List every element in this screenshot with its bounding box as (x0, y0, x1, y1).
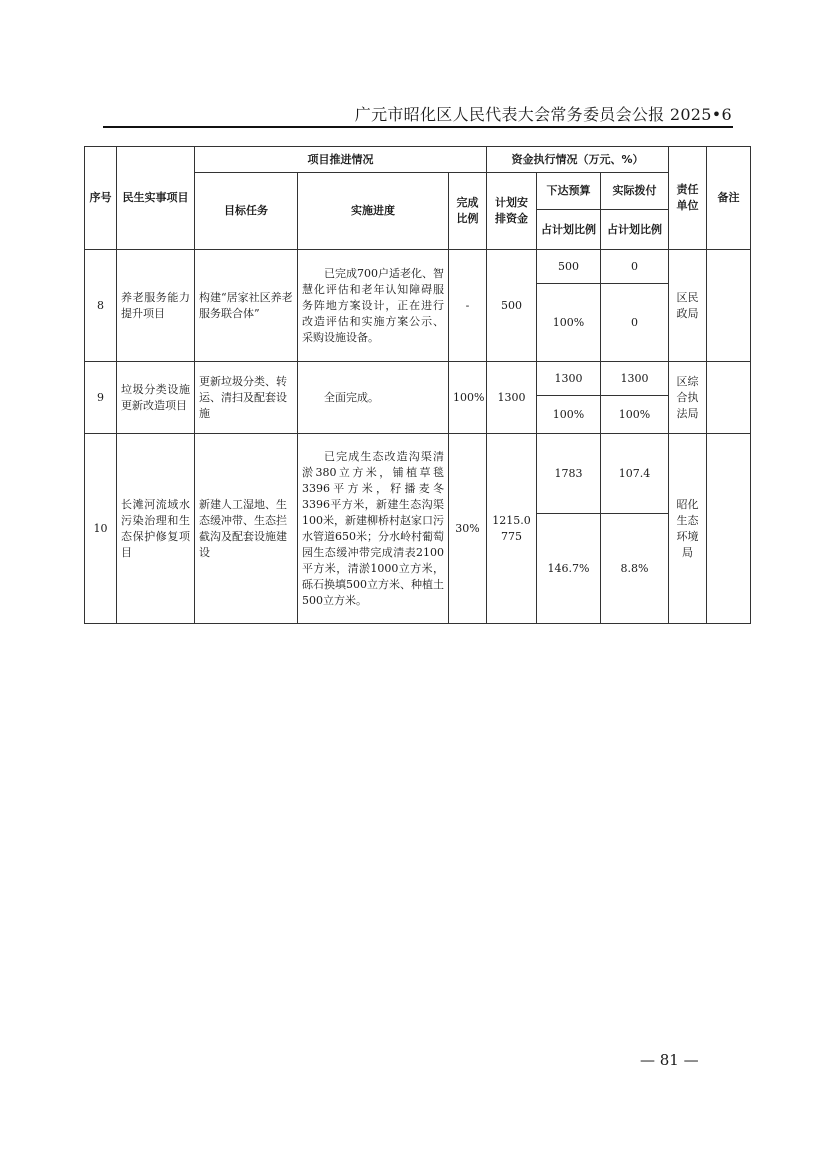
row-9-issued-ratio: 100% (537, 396, 601, 434)
row-8-issued-ratio: 100% (537, 284, 601, 362)
row-8-seq: 8 (85, 250, 117, 362)
row-9-implementation: 全面完成。 (298, 362, 449, 434)
row-9-target: 更新垃圾分类、转运、清扫及配套设施 (195, 362, 298, 434)
header-target: 目标任务 (195, 173, 298, 250)
row-10-issued-ratio: 146.7% (537, 514, 601, 624)
project-progress-table (84, 146, 751, 624)
header-project: 民生实事项目 (117, 147, 195, 250)
header-remarks: 备注 (707, 147, 751, 250)
header-actual-ratio: 占计划比例 (601, 210, 669, 250)
row-9-actual-ratio: 100% (601, 396, 669, 434)
bulletin-title: 广元市昭化区人民代表大会常务委员会公报 2025•6 (354, 105, 732, 124)
row-9-planned: 1300 (487, 362, 537, 434)
row-9-actual-allocation: 1300 (601, 362, 669, 396)
header-issued-budget: 下达预算 (537, 173, 601, 210)
header-completion: 完成比例 (449, 173, 487, 250)
header-planned: 计划安排资金 (487, 173, 537, 250)
row-10-completion: 30% (449, 434, 487, 624)
row-8-completion: - (449, 250, 487, 362)
row-9-responsible: 区综合执法局 (669, 362, 707, 434)
row-10-implementation: 已完成生态改造沟渠清淤380立方米，铺植草毯3396平方米，籽播麦冬3396平方米，新建生态沟渠100米，新建柳桥村赵家口污水管道650米；分水岭村葡萄园生态缓冲带完成清表2100平方米，清淤1000立方米，砾石换填500立方米、种植土500立方米。 (298, 434, 449, 624)
row-10-remarks (707, 434, 751, 624)
header-actual-allocation: 实际拨付 (601, 173, 669, 210)
row-9-issued-budget: 1300 (537, 362, 601, 396)
row-10-planned: 1215.0775 (487, 434, 537, 624)
row-8-planned: 500 (487, 250, 537, 362)
header-funds-group: 资金执行情况（万元、%） (487, 147, 669, 173)
header-rule (103, 126, 733, 128)
row-10-target: 新建人工湿地、生态缓冲带、生态拦截沟及配套设施建设 (195, 434, 298, 624)
row-9-seq: 9 (85, 362, 117, 434)
row-10-actual-ratio: 8.8% (601, 514, 669, 624)
page-number: — 81 — (640, 1051, 699, 1069)
row-10-issued-budget: 1783 (537, 434, 601, 514)
header-issued-ratio: 占计划比例 (537, 210, 601, 250)
row-10-project: 长滩河流域水污染治理和生态保护修复项目 (117, 434, 195, 624)
row-9-remarks (707, 362, 751, 434)
header-responsible: 责任单位 (669, 147, 707, 250)
row-9-completion: 100% (449, 362, 487, 434)
row-10-actual-allocation: 107.4 (601, 434, 669, 514)
header-progress-group: 项目推进情况 (195, 147, 487, 173)
row-8-project: 养老服务能力提升项目 (117, 250, 195, 362)
row-8-responsible: 区民政局 (669, 250, 707, 362)
row-8-target: 构建“居家社区养老服务联合体” (195, 250, 298, 362)
row-10-responsible: 昭化生态环境局 (669, 434, 707, 624)
header-implementation: 实施进度 (298, 173, 449, 250)
row-8-actual-ratio: 0 (601, 284, 669, 362)
row-8-implementation: 已完成700户适老化、智慧化评估和老年认知障碍服务阵地方案设计，正在进行改造评估和实施方案公示、采购设施设备。 (298, 250, 449, 362)
row-10-seq: 10 (85, 434, 117, 624)
row-9-project: 垃圾分类设施更新改造项目 (117, 362, 195, 434)
row-8-actual-allocation: 0 (601, 250, 669, 284)
row-8-remarks (707, 250, 751, 362)
header-seq: 序号 (85, 147, 117, 250)
row-8-issued-budget: 500 (537, 250, 601, 284)
